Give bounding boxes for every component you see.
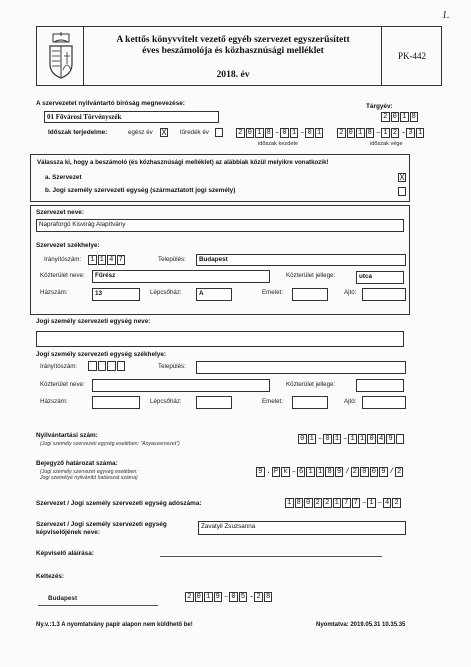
period-end-caption: időszak vége: [370, 141, 403, 147]
report-type-section: [30, 154, 410, 202]
signature-label: Képviselő aláírása:: [36, 550, 94, 557]
ruling-note-line2: Jogi személyé nyilvánító határozat száma): [40, 475, 138, 481]
period-start-date[interactable]: [236, 128, 324, 138]
digit: 0: [370, 467, 379, 477]
digit: 1: [98, 255, 107, 265]
digit: 0: [323, 434, 332, 444]
tax-number-boxes[interactable]: [285, 498, 402, 508]
unit-stair-field[interactable]: [196, 396, 232, 409]
digit: 2: [395, 467, 404, 477]
digit: 0: [246, 128, 255, 138]
registry-note: (Jogi személy szervezeti egység esetében: "Anyaszervezet"): [40, 441, 180, 447]
dated-place-line: [38, 605, 158, 606]
digit: 1: [255, 128, 264, 138]
separator: /: [345, 468, 350, 476]
partial-year-checkbox[interactable]: [215, 128, 223, 137]
digit: 0: [367, 434, 376, 444]
digit: 0: [391, 112, 400, 122]
org-city-value: Budapest: [199, 256, 228, 263]
separator: –: [291, 468, 296, 476]
digit: 2: [254, 592, 263, 602]
digit: 9: [386, 434, 395, 444]
org-door-label: Ajtó:: [344, 289, 357, 296]
option-a-checkbox[interactable]: X: [399, 173, 405, 182]
digit: 1: [348, 434, 357, 444]
representative-name-field[interactable]: [198, 521, 406, 535]
digit: 2: [314, 498, 323, 508]
digit: 3: [406, 128, 415, 138]
org-city-field[interactable]: [196, 254, 406, 266]
digit: 8: [265, 128, 274, 138]
unit-street-type-label: Közterület jellege:: [286, 381, 336, 388]
digit: 4: [107, 255, 116, 265]
option-a-label: a. Szervezet: [45, 174, 82, 181]
form-year: 2018. év: [216, 69, 250, 80]
unit-door-field[interactable]: [362, 396, 406, 409]
digit: 4: [383, 498, 392, 508]
unit-street-type-field[interactable]: [356, 379, 404, 392]
digit: 1: [400, 112, 409, 122]
dated-label: Keltezés:: [36, 573, 65, 580]
separator: –: [224, 593, 229, 601]
digit: 1: [306, 467, 315, 477]
digit: 9: [256, 467, 265, 477]
org-zip-label: Irányítószám:: [44, 256, 82, 263]
footer-print-time: Nyomtatva: 2019.05.31 10.35.35: [316, 622, 406, 628]
form-title-line2: éves beszámolója és közhasznúsági melléklet: [142, 45, 324, 56]
org-name-value: Napraforgó Kisvirág Alapítvány: [39, 221, 126, 228]
form-title-line1: A kettős könyvvitelt vezető egyéb szervezet egyszerűsített: [116, 34, 350, 45]
digit: 1: [358, 434, 367, 444]
org-zip-boxes[interactable]: [88, 255, 126, 265]
digit: 8: [325, 467, 334, 477]
footer-version-note: Ny.v.:1.3 A nyomtatvány papír alapon nem küldhető be!: [36, 622, 193, 628]
digit: 7: [352, 498, 361, 508]
digit: 8: [295, 498, 304, 508]
digit: 1: [333, 434, 342, 444]
unit-floor-field[interactable]: [292, 396, 328, 409]
org-stair-value: A: [199, 290, 204, 297]
org-house-value: 13: [95, 290, 103, 297]
unit-house-field[interactable]: [92, 396, 140, 409]
digit: 9: [335, 467, 344, 477]
digit: 0: [347, 128, 356, 138]
org-city-label: Település:: [158, 256, 186, 263]
report-type-question: Válassza ki, hogy a beszámoló (és közhasznúsági melléklet) az alábbiak közül melyikre vonatkozik!: [37, 159, 329, 166]
unit-zip-label: Irányítószám:: [40, 363, 78, 370]
separator: –: [318, 435, 323, 443]
digit: 2: [392, 498, 401, 508]
form-title: [89, 34, 377, 56]
digit: 1: [316, 467, 325, 477]
header-divider-left: [83, 27, 84, 85]
period-start-caption: időszak kezdete: [258, 141, 299, 147]
org-name-field[interactable]: [36, 219, 404, 232]
org-street-type-label: Közterület jellege:: [286, 272, 336, 279]
digit: 9: [214, 592, 223, 602]
digit: 7: [342, 498, 351, 508]
digit: 1: [204, 592, 213, 602]
unit-name-label: Jogi személy szervezeti egység neve:: [36, 318, 151, 325]
org-stair-label: Lépcsőház:: [150, 289, 182, 296]
org-floor-field[interactable]: [292, 288, 328, 301]
representative-label-line2: képviselőjének neve:: [36, 529, 100, 536]
digit: 4: [377, 434, 386, 444]
separator: –: [249, 593, 254, 601]
date-dash: –: [376, 129, 381, 137]
option-b-label: b. Jogi személy szervezeti egység (származtatott jogi személy): [45, 187, 236, 194]
digit: 1: [290, 128, 299, 138]
form-code: PK-442: [397, 51, 426, 61]
separator: /: [389, 468, 394, 476]
digit: 8: [264, 592, 273, 602]
representative-label-line1: Szervezet / Jogi személy szervezeti egység: [36, 521, 167, 528]
org-house-label: Házszám:: [40, 289, 68, 296]
digit: 0: [195, 592, 204, 602]
whole-year-label: egész év: [128, 129, 153, 136]
page-number-mark: 1.: [442, 10, 450, 21]
header-box: [36, 26, 442, 86]
digit: 1: [381, 128, 390, 138]
signature-line[interactable]: [160, 556, 382, 557]
digit: 0: [304, 498, 313, 508]
coat-of-arms-icon: [45, 32, 77, 80]
separator: .: [266, 468, 271, 476]
separator: –: [377, 499, 382, 507]
org-seat-label: Szervezet székhelye:: [36, 242, 100, 249]
registry-label: Nyilvántartási szám:: [36, 432, 98, 439]
org-name-label: Szervezet neve:: [36, 209, 84, 216]
unit-name-field[interactable]: [36, 331, 404, 347]
org-street-field[interactable]: [92, 270, 270, 283]
tax-year-boxes[interactable]: [381, 112, 419, 122]
digit: 0: [360, 467, 369, 477]
digit: 2: [185, 592, 194, 602]
unit-street-field[interactable]: [92, 379, 270, 392]
org-street-value: Fűrész: [95, 272, 116, 279]
digit: 6: [297, 467, 306, 477]
digit: 1: [285, 498, 294, 508]
digit: 2: [381, 112, 390, 122]
digit: [117, 361, 126, 371]
org-door-field[interactable]: [362, 288, 406, 301]
digit: 1: [416, 128, 425, 138]
digit: 2: [236, 128, 245, 138]
digit: 1: [356, 128, 365, 138]
court-field[interactable]: [44, 111, 219, 123]
period-label: Időszak terjedelme:: [48, 129, 108, 136]
digit: 2: [351, 467, 360, 477]
period-end-date[interactable]: [337, 128, 425, 138]
digit: 1: [88, 255, 97, 265]
digit: [98, 361, 107, 371]
representative-name-value: Zavatyil Zsuzsanna: [201, 523, 256, 530]
partial-year-label: töredék év: [180, 129, 209, 136]
digit: P: [272, 467, 281, 477]
digit: 2: [337, 128, 346, 138]
separator: –: [343, 435, 348, 443]
digit: 1: [308, 434, 317, 444]
unit-door-label: Ajtó:: [344, 398, 357, 405]
date-dash: –: [401, 129, 406, 137]
date-dash: –: [300, 129, 305, 137]
ruling-label: Bejegyző határozat száma:: [36, 460, 118, 467]
digit: [107, 361, 116, 371]
unit-seat-label: Jogi személy szervezeti egység székhelye:: [36, 351, 167, 358]
org-stair-field[interactable]: [196, 288, 232, 301]
digit: [396, 434, 405, 444]
digit: 1: [333, 498, 342, 508]
digit: 9: [379, 467, 388, 477]
date-dash: –: [275, 129, 280, 137]
digit: 2: [323, 498, 332, 508]
unit-stair-label: Lépcsőház:: [150, 398, 182, 405]
org-street-label: Közterület neve:: [40, 272, 85, 279]
digit: 1: [315, 128, 324, 138]
tax-year-label: Tárgyév:: [366, 103, 393, 110]
org-street-type-value: utca: [359, 273, 372, 280]
org-floor-label: Emelet:: [262, 289, 283, 296]
court-value: 01 Fővárosi Törvényszék: [47, 113, 122, 121]
ruling-note-line1: (Jogi személy szervezet egység esetében:: [40, 469, 138, 475]
digit: 0: [280, 128, 289, 138]
option-b-checkbox[interactable]: [398, 187, 406, 196]
tax-number-label: Szervezet / Jogi személy szervezeti egység adószáma:: [36, 500, 202, 507]
digit: 0: [298, 434, 307, 444]
whole-year-checkbox[interactable]: X: [161, 128, 167, 137]
digit: 0: [305, 128, 314, 138]
digit: 0: [229, 592, 238, 602]
digit: 2: [391, 128, 400, 138]
ruling-number-boxes[interactable]: [256, 467, 404, 477]
org-street-type-field[interactable]: [356, 271, 404, 284]
digit: 7: [117, 255, 126, 265]
registry-number-boxes[interactable]: [298, 434, 405, 444]
unit-zip-boxes[interactable]: [88, 361, 126, 371]
digit: 8: [366, 128, 375, 138]
dated-place: Budapest: [48, 595, 78, 602]
separator: –: [362, 499, 367, 507]
digit: k: [281, 467, 290, 477]
header-divider-right: [381, 27, 382, 85]
digit: 8: [410, 112, 419, 122]
unit-city-label: Település:: [158, 363, 186, 370]
court-label: A szervezetet nyilvántartó bíróság megnevezése:: [36, 100, 185, 107]
unit-floor-label: Emelet:: [262, 398, 283, 405]
digit: 1: [367, 498, 376, 508]
unit-street-label: Közterület neve:: [40, 381, 85, 388]
digit: 5: [239, 592, 248, 602]
org-house-field[interactable]: [92, 288, 140, 301]
digit: [88, 361, 97, 371]
unit-house-label: Házszám:: [40, 398, 68, 405]
unit-city-field[interactable]: [196, 361, 406, 374]
dated-date-boxes[interactable]: [185, 592, 273, 602]
